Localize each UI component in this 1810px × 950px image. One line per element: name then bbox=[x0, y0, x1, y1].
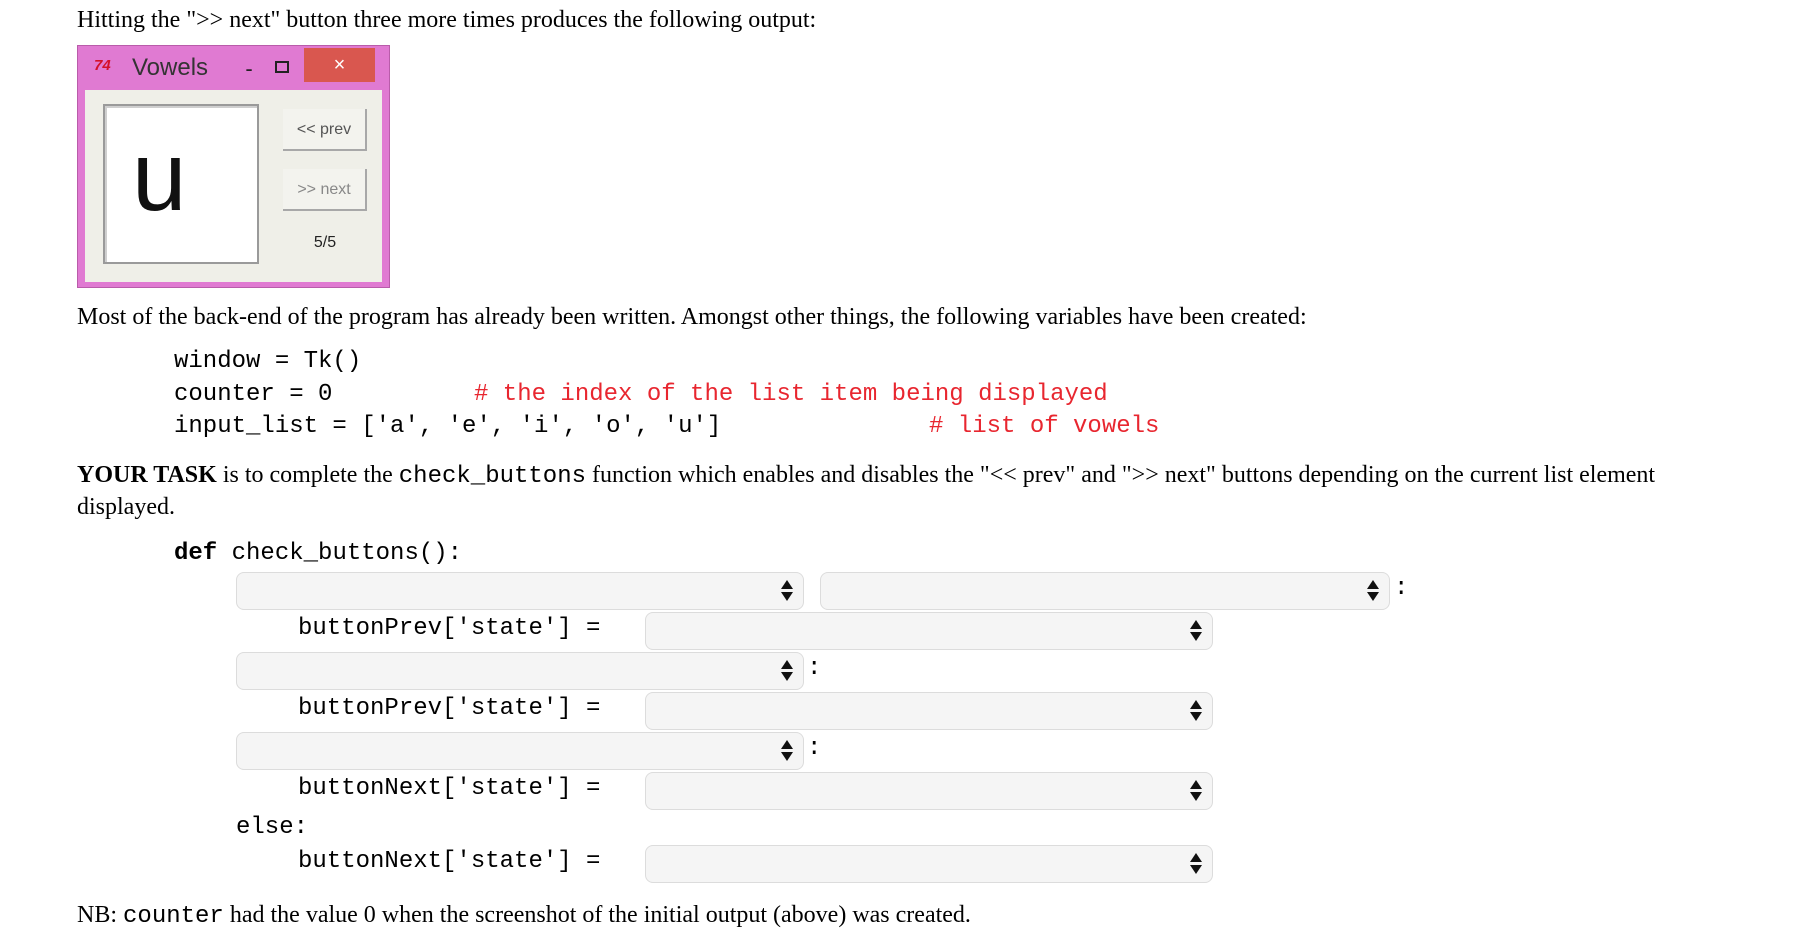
updown-arrow-icon bbox=[1367, 580, 1379, 602]
task-code: check_buttons bbox=[398, 463, 587, 490]
updown-arrow-icon bbox=[1190, 700, 1202, 722]
updown-arrow-icon bbox=[781, 580, 793, 602]
next-state-line-1: buttonNext['state'] = bbox=[298, 775, 601, 802]
task-text-1: is to complete the bbox=[216, 462, 399, 488]
next-state-dropdown-1[interactable] bbox=[645, 772, 1213, 810]
condition-dropdown-3[interactable] bbox=[236, 732, 804, 770]
close-icon: × bbox=[304, 48, 375, 82]
prev-state-dropdown-1[interactable] bbox=[645, 612, 1213, 650]
task-bold: YOUR TASK bbox=[77, 462, 217, 488]
updown-arrow-icon bbox=[781, 740, 793, 762]
updown-arrow-icon bbox=[1190, 780, 1202, 802]
vowel-display: u bbox=[103, 104, 259, 264]
code-line-window: window = Tk() bbox=[174, 348, 362, 375]
tk-logo-icon: 74 bbox=[94, 57, 111, 74]
prev-state-line-1: buttonPrev['state'] = bbox=[298, 615, 601, 642]
else-line: else: bbox=[236, 814, 309, 841]
colon-1: : bbox=[1394, 575, 1409, 602]
colon-2: : bbox=[807, 655, 822, 682]
prev-state-line-2: buttonPrev['state'] = bbox=[298, 695, 601, 722]
def-line bbox=[174, 540, 462, 567]
window-title: Vowels bbox=[132, 54, 209, 81]
def-name: check_buttons(): bbox=[217, 540, 463, 567]
next-state-line-2: buttonNext['state'] = bbox=[298, 848, 601, 875]
counter-label: 5/5 bbox=[313, 234, 337, 251]
prev-state-dropdown-2[interactable] bbox=[645, 692, 1213, 730]
window-titlebar bbox=[77, 45, 390, 85]
vowels-window bbox=[77, 45, 390, 288]
condition-dropdown-2[interactable] bbox=[236, 652, 804, 690]
condition-dropdown-1a[interactable] bbox=[236, 572, 804, 610]
code-line-counter: counter = 0 bbox=[174, 381, 333, 408]
next-state-dropdown-2[interactable] bbox=[645, 845, 1213, 883]
note-code: counter bbox=[123, 903, 224, 930]
note-text bbox=[77, 900, 971, 932]
next-button: >> next bbox=[283, 169, 367, 211]
updown-arrow-icon bbox=[1190, 853, 1202, 875]
note-rest: had the value 0 when the screenshot of the initial output (above) was created. bbox=[223, 902, 971, 928]
maximize-icon bbox=[275, 61, 289, 73]
note-nb: NB: bbox=[77, 902, 124, 928]
condition-dropdown-1b[interactable] bbox=[820, 572, 1390, 610]
code-line-input-list: input_list = ['a', 'e', 'i', 'o', 'u'] bbox=[174, 413, 722, 440]
colon-3: : bbox=[807, 735, 822, 762]
updown-arrow-icon bbox=[781, 660, 793, 682]
prev-button: << prev bbox=[283, 109, 367, 151]
backend-text: Most of the back-end of the program has already been written. Amongst other things, the following variables have been created: bbox=[77, 304, 1307, 330]
intro-text: Hitting the ">> next" button three more times produces the following output: bbox=[77, 7, 817, 33]
code-comment-counter: # the index of the list item being displayed bbox=[474, 381, 1108, 408]
task-text-3: displayed. bbox=[77, 494, 175, 520]
task-text-2: function which enables and disables the "<< prev" and ">> next" buttons depending on the current list element bbox=[586, 462, 1656, 488]
def-keyword: def bbox=[174, 540, 218, 567]
minimize-icon: - bbox=[245, 56, 253, 81]
code-comment-input-list: # list of vowels bbox=[929, 413, 1160, 440]
task-text bbox=[77, 460, 1655, 492]
updown-arrow-icon bbox=[1190, 620, 1202, 642]
